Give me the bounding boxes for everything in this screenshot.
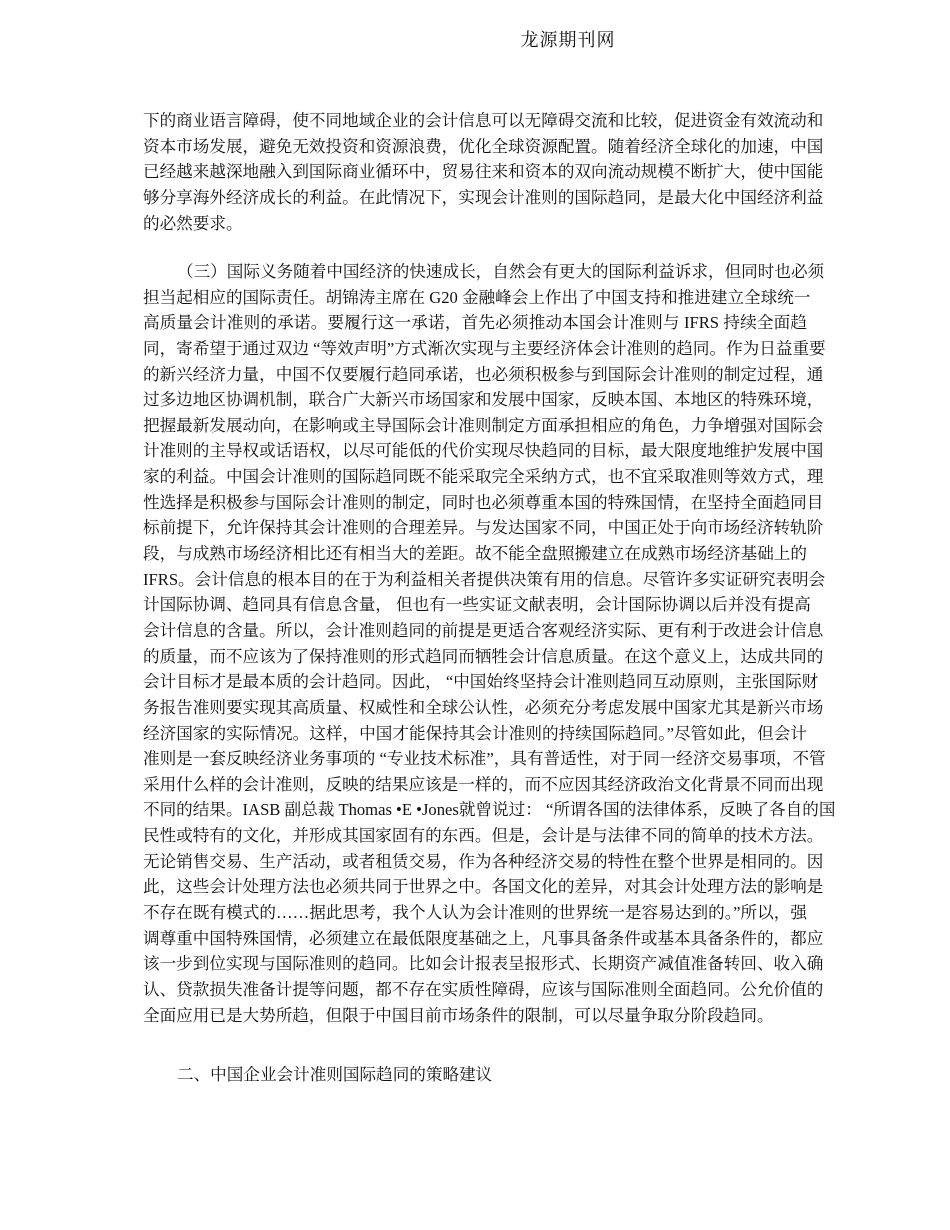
text-line: 标前提下，允许保持其会计准则的合理差异。与发达国家不同，中国正处于向市场经济转轨阶 <box>143 518 824 538</box>
text-line: 计国际协调、趋同具有信息含量， 但也有一些实证文献表明，会计国际协调以后并没有提高 <box>143 595 811 615</box>
text-line: 够分享海外经济成长的利益。在此情况下，实现会计准则的国际趋同，是最大化中国经济利益 <box>143 187 824 207</box>
text-line: 资本市场发展，避免无效投资和资源浪费，优化全球资源配置。随着经济全球化的加速，中国 <box>143 136 824 156</box>
text-line: 高质量会计准则的承诺。要履行这一承诺，首先必须推动本国会计准则与 IFRS 持续全面趋 <box>143 313 807 333</box>
text-line: 该一步到位实现与国际准则的趋同。比如会计报表呈报形式、长期资产减值准备转回、收入确 <box>143 954 824 974</box>
text-line: 务报告准则要实现其高质量、权威性和全球公认性，必须充分考虑发展中国家尤其是新兴市场 <box>143 697 824 717</box>
text-line: 准则是一套反映经济业务事项的 “专业技术标准”，具有普适性，对于同一经济交易事项，不管 <box>143 749 826 769</box>
text-line: 家的利益。中国会计准则的国际趋同既不能采取完全采纳方式，也不宜采取准则等效方式，理 <box>143 467 824 487</box>
text-line: 会计目标才是最本质的会计趋同。因此， “中国始终坚持会计准则趋同互动原则，主张国际财 <box>143 672 819 692</box>
text-line: 经济国家的实际情况。这样，中国才能保持其会计准则的持续国际趋同。”尽管如此，但会计 <box>143 723 807 743</box>
text-line: 的新兴经济力量，中国不仅要履行趋同承诺，也必须积极参与到国际会计准则的制定过程，通 <box>143 364 824 384</box>
text-line: 不存在既有模式的……据此思考，我个人认为会计准则的世界统一是容易达到的。”所以，强 <box>143 903 807 923</box>
text-line: （三）国际义务随着中国经济的快速成长，自然会有更大的国际利益诉求，但同时也必须 <box>177 262 825 281</box>
text-line: 全面应用已是大势所趋，但限于中国目前市场条件的限制，可以尽量争取分阶段趋同。 <box>143 1005 774 1025</box>
text-line: 担当起相应的国际责任。胡锦涛主席在 G20 金融峰会上作出了中国支持和推进建立全球统一 <box>143 287 811 307</box>
text-line: 无论销售交易、生产活动，或者租赁交易，作为各种经济交易的特性在整个世界是相同的。因 <box>143 851 824 871</box>
section-heading: 二、中国企业会计准则国际趋同的策略建议 <box>177 1065 493 1084</box>
paragraph-international-obligation <box>143 259 836 1028</box>
text-line: 的质量，而不应该为了保持准则的形式趋同而牺牲会计信息质量。在这个意义上，达成共同的 <box>143 646 824 666</box>
text-line: 把握最新发展动向，在影响或主导国际会计准则制定方面承担相应的角色，力争增强对国际会 <box>143 415 824 435</box>
text-line: 性选择是积极参与国际会计准则的制定，同时也必须尊重本国的特殊国情，在坚持全面趋同目 <box>143 492 824 512</box>
text-line: 过多边地区协调机制，联合广大新兴市场国家和发展中国家，反映本国、本地区的特殊环境， <box>143 390 824 410</box>
paragraph-economic-interest <box>143 108 824 236</box>
text-line: 下的商业语言障碍，使不同地域企业的会计信息可以无障碍交流和比较，促进资金有效流动和 <box>143 111 824 130</box>
text-line: 计准则的主导权或话语权，以尽可能低的代价实现尽快趋同的目标，最大限度地维护发展中国 <box>143 441 824 461</box>
text-line: 会计信息的含量。所以，会计准则趋同的前提是更适合客观经济实际、更有利于改进会计信息 <box>143 620 824 640</box>
text-line: 不同的结果。IASB 副总裁 Thomas •E •Jones就曾说过： “所谓各国的法律体系，反映了各自的国 <box>143 800 836 820</box>
text-line: 的必然要求。 <box>143 213 243 233</box>
text-line: 调尊重中国特殊国情，必须建立在最低限度基础之上，凡事具备条件或基本具备条件的，都应 <box>143 928 824 948</box>
text-line: 同，寄希望于通过双边 “等效声明”方式渐次实现与主要经济体会计准则的趋同。作为日益重要 <box>143 338 826 358</box>
text-line: 采用什么样的会计准则，反映的结果应该是一样的，而不应因其经济政治文化背景不同而出现 <box>143 774 824 794</box>
site-header: 龙源期刊网 <box>520 30 616 50</box>
text-line: 段，与成熟市场经济相比还有相当大的差距。故不能全盘照搬建立在成熟市场经济基础上的 <box>143 544 807 564</box>
text-line: 认、贷款损失准备计提等问题，都不存在实质性障碍，应该与国际准则全面趋同。公允价值的 <box>143 979 824 999</box>
text-line: 民性或特有的文化，并形成其国家固有的东西。但是，会计是与法律不同的简单的技术方法。 <box>143 826 824 846</box>
text-line: 已经越来越深地融入到国际商业循环中，贸易往来和资本的双向流动规模不断扩大，使中国能 <box>143 162 824 182</box>
text-line: 此，这些会计处理方法也必须共同于世界之中。各国文化的差异，对其会计处理方法的影响是 <box>143 877 824 897</box>
text-line: IFRS。会计信息的根本目的在于为利益相关者提供决策有用的信息。尽管许多实证研究表明会 <box>143 569 826 589</box>
